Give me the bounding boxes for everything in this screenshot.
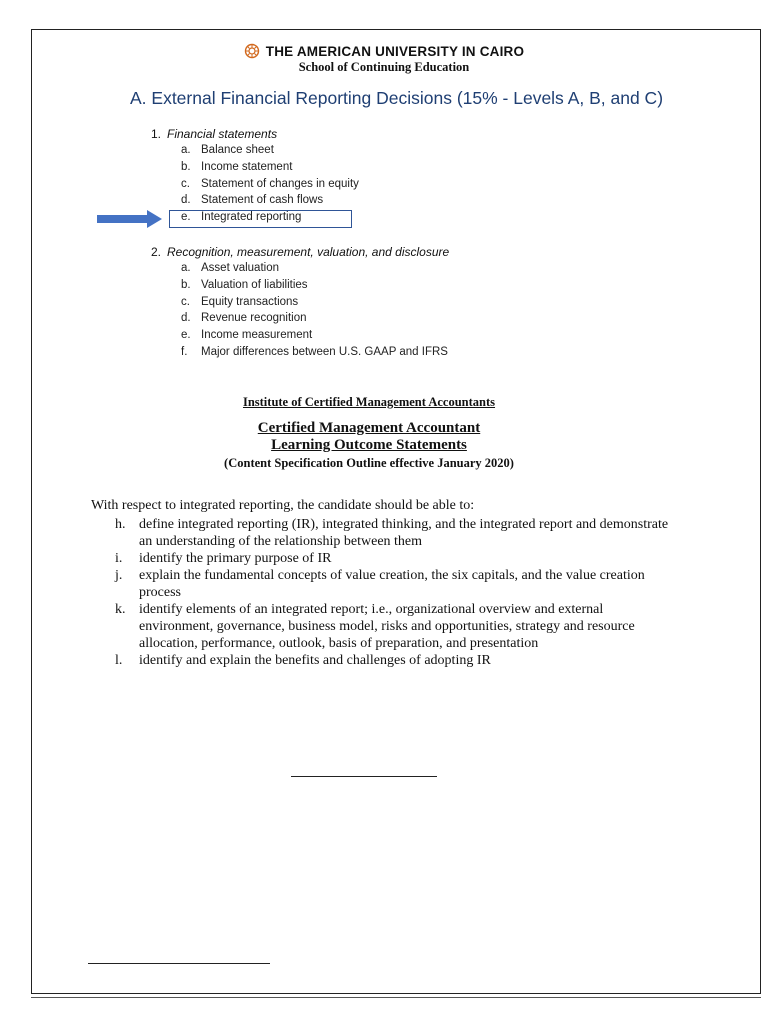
list-item: a. Asset valuation xyxy=(181,262,279,274)
page-bottom-rule xyxy=(31,997,761,998)
cma-title xyxy=(0,420,738,454)
outcome-item: h. define integrated reporting (IR), integrated thinking, and the integrated report and demonstrate an understanding of the relationship between them xyxy=(115,517,669,549)
topic-title: Recognition, measurement, valuation, and disclosure xyxy=(167,245,450,259)
cma-title-line1: Certified Management Accountant xyxy=(257,420,481,436)
list-item-highlighted: e. Integrated reporting xyxy=(181,211,302,224)
list-item: b. Valuation of liabilities xyxy=(181,278,308,291)
list-item: c. Equity transactions xyxy=(181,295,299,308)
outcome-item: i. identify the primary purpose of IR xyxy=(115,551,332,566)
topic-number: 1. xyxy=(151,127,162,141)
school-name: School of Continuing Education xyxy=(298,60,470,74)
right-arrow-icon xyxy=(97,209,163,229)
university-header xyxy=(0,42,768,60)
list-item: d. Revenue recognition xyxy=(181,312,307,325)
cso-subtitle: (Content Specification Outline effective January 2020) xyxy=(224,456,514,470)
separator-rule xyxy=(291,776,437,777)
topic-2-list xyxy=(181,260,448,361)
outcome-item: l. identify and explain the benefits and challenges of adopting IR xyxy=(115,653,491,668)
highlight-box xyxy=(169,210,352,228)
list-item: a. Balance sheet xyxy=(181,144,274,156)
list-item: e. Income measurement xyxy=(181,329,313,342)
section-title: A. External Financial Reporting Decisions (15% - Levels A, B, and C) xyxy=(130,88,664,108)
topic-title: Financial statements xyxy=(167,127,278,141)
topic-1-heading xyxy=(151,127,277,141)
list-item: c. Statement of changes in equity xyxy=(181,177,359,190)
outcome-list xyxy=(115,516,675,669)
list-item: f. Major differences between U.S. GAAP and IFRS xyxy=(181,345,448,358)
outcome-item: k. identify elements of an integrated report; i.e., organizational overview and external environment, governance, business model, risks and opportunities, strategy and resource allocation, performance, outlook, basis of preparation, and presentation xyxy=(115,602,635,651)
topic-2-heading xyxy=(151,245,449,259)
footnote-rule xyxy=(88,963,270,964)
institute-name: Institute of Certified Management Accountants xyxy=(242,395,496,409)
list-item: d. Statement of cash flows xyxy=(181,194,324,207)
topic-number: 2. xyxy=(151,245,162,259)
intro-statement: With respect to integrated reporting, the candidate should be able to: xyxy=(91,498,475,513)
list-item: b. Income statement xyxy=(181,160,293,173)
university-seal-icon xyxy=(244,43,260,59)
university-name: THE AMERICAN UNIVERSITY IN CAIRO xyxy=(265,43,525,59)
outcome-item: j. explain the fundamental concepts of value creation, the six capitals, and the value creation process xyxy=(115,568,645,600)
cma-title-line2: Learning Outcome Statements xyxy=(271,437,467,453)
